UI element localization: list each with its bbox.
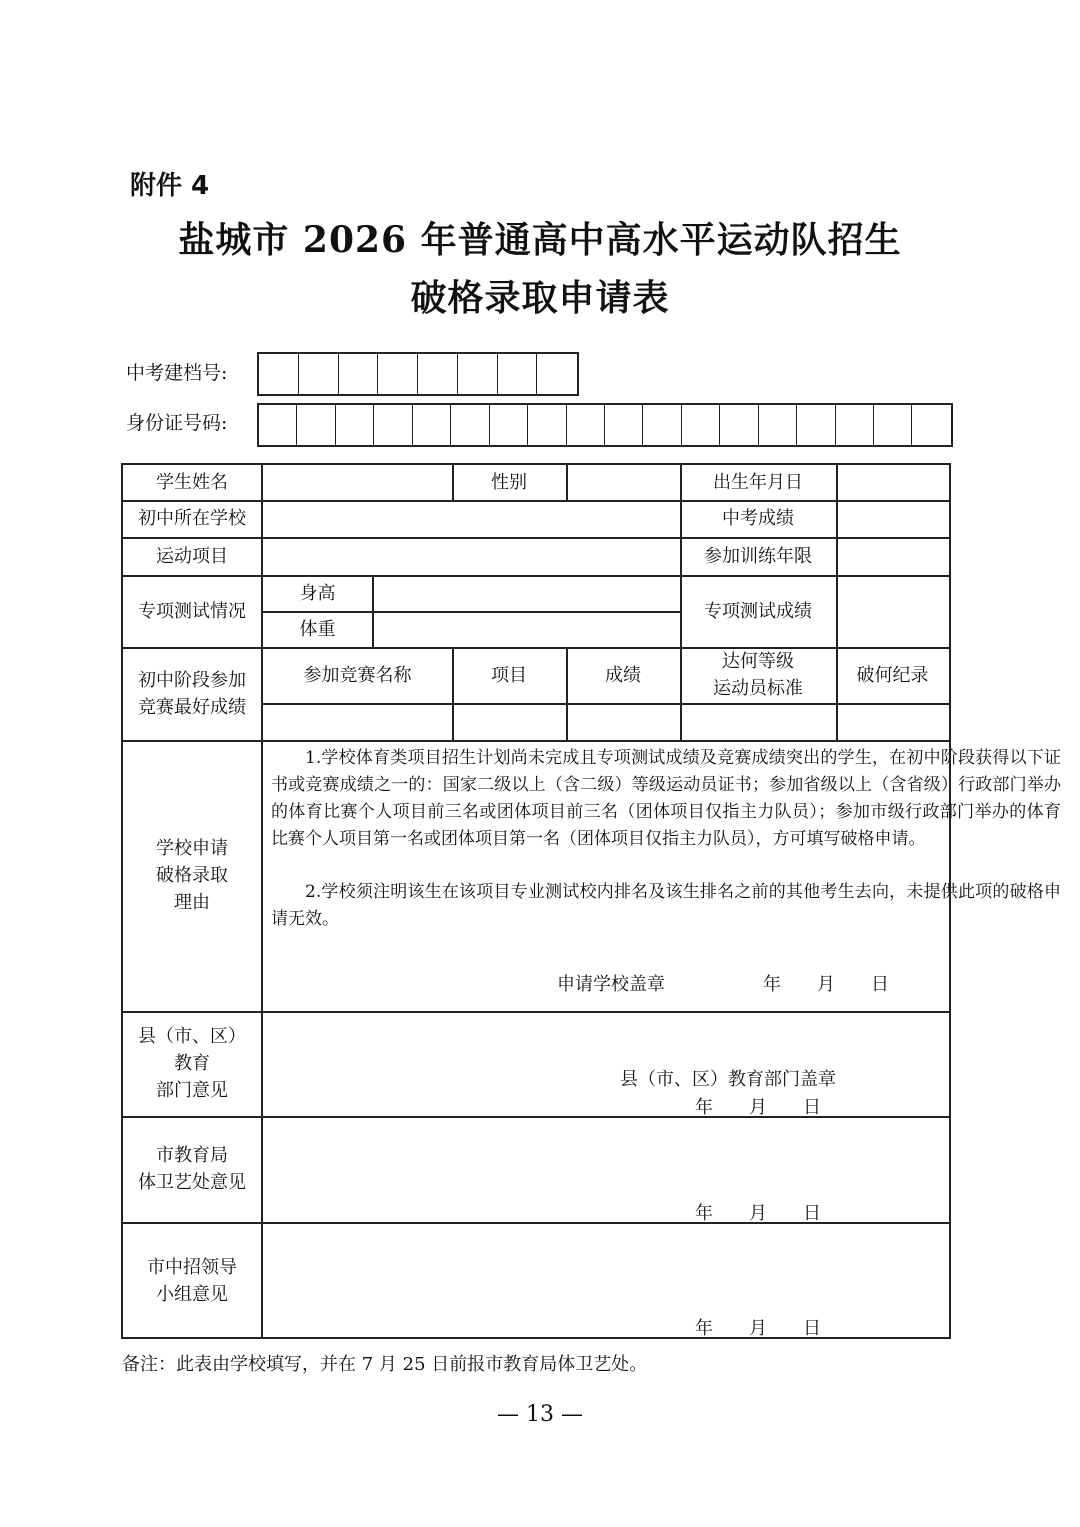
student-name-label: 学生姓名 (156, 472, 228, 493)
zhongkao-score-field[interactable] (838, 500, 949, 537)
filing-number-digit-box[interactable] (378, 354, 418, 394)
gender-label: 性别 (491, 472, 527, 493)
filing-number-digit-box[interactable] (299, 354, 339, 394)
filing-number-digit-box[interactable] (537, 354, 577, 394)
id-card-digit-box[interactable] (413, 405, 451, 445)
zhongkao-score-label: 中考成绩 (722, 508, 794, 529)
junior-school-label: 初中所在学校 (138, 508, 246, 529)
training-years-label: 参加训练年限 (704, 545, 812, 567)
id-card-digit-box[interactable] (374, 405, 412, 445)
id-card-digit-box[interactable] (605, 405, 643, 445)
school-date: 年 月 日 (763, 974, 889, 995)
weight-label: 体重 (299, 618, 336, 640)
birth-date-field[interactable] (838, 465, 949, 500)
gender-field[interactable] (568, 465, 680, 500)
page-number: — 13 — (497, 1402, 583, 1427)
county-seal-label: 县（市、区）教育部门盖章 (620, 1069, 836, 1090)
competition-name-header: 参加竞赛名称 (303, 664, 412, 686)
id-card-digit-box[interactable] (912, 405, 950, 445)
filing-number-digit-box[interactable] (259, 354, 299, 394)
height-label: 身高 (299, 582, 336, 604)
id-card-digit-box[interactable] (336, 405, 374, 445)
filing-number-digit-box[interactable] (339, 354, 379, 394)
id-card-digit-box[interactable] (297, 405, 335, 445)
id-card-digit-box[interactable] (759, 405, 797, 445)
junior-school-field[interactable] (263, 500, 680, 537)
id-card-digit-box[interactable] (490, 405, 528, 445)
best-results-entry-row[interactable] (263, 703, 949, 740)
special-test-score-field[interactable] (838, 575, 949, 647)
enrollment-group-opinion-field[interactable] (263, 1222, 949, 1339)
id-card-digit-box[interactable] (836, 405, 874, 445)
filing-number-input[interactable] (257, 352, 579, 396)
filing-number-digit-box[interactable] (418, 354, 458, 394)
reason-note-1: 1.学校体育类项目招生计划尚未完成且专项测试成绩及竞赛成绩突出的学生，在初中阶段获得以下证书或竞赛成绩之一的：国家二级以上（含二级）等级运动员证书；参加省级以上（含省级）行政部门举办的体育比赛个人项目前三名或团体项目前三名（团体项目仅指主力队员）；参加市级行政部门举办的体育比赛个人项目第一名或团体项目第一名（团体项目仅指主力队员），方可填写破格申请。 (271, 748, 1061, 849)
city-bureau-opinion-field[interactable] (263, 1116, 949, 1222)
county-date: 年 月 日 (695, 1097, 821, 1118)
sport-label: 运动项目 (156, 545, 228, 567)
id-card-digit-box[interactable] (567, 405, 605, 445)
id-card-digit-box[interactable] (720, 405, 758, 445)
id-card-label: 身份证号码: (126, 412, 228, 434)
id-card-input[interactable] (257, 403, 953, 447)
sport-field[interactable] (263, 537, 680, 575)
athlete-level-header: 达何等级 运动员标准 (713, 651, 803, 699)
filing-number-digit-box[interactable] (498, 354, 538, 394)
height-field[interactable] (374, 575, 680, 611)
county-opinion-label: 县（市、区） 教育 部门意见 (138, 1026, 246, 1101)
id-card-digit-box[interactable] (643, 405, 681, 445)
attachment-label: 附件 4 (130, 171, 210, 201)
application-form (121, 463, 1061, 1339)
id-card-digit-box[interactable] (451, 405, 489, 445)
student-name-field[interactable] (263, 465, 452, 500)
result-header: 成绩 (605, 664, 641, 686)
id-card-digit-box[interactable] (682, 405, 720, 445)
page-subtitle: 破格录取申请表 (410, 277, 670, 319)
county-opinion-field[interactable] (263, 1011, 949, 1116)
page-title: 盐城市 2026 年普通高中高水平运动队招生 (178, 219, 902, 261)
footer-remark: 备注：此表由学校填写，并在 7 月 25 日前报市教育局体卫艺处。 (122, 1354, 648, 1375)
enrollment-group-opinion-label: 市中招领导 小组意见 (147, 1256, 237, 1305)
weight-field[interactable] (374, 611, 680, 647)
city-bureau-date: 年 月 日 (695, 1203, 821, 1224)
special-test-score-label: 专项测试成绩 (704, 600, 812, 622)
id-card-digit-box[interactable] (797, 405, 835, 445)
reason-note-2: 2.学校须注明该生在该项目专业测试校内排名及该生排名之前的其他考生去向，未提供此项的破格申请无效。 (271, 882, 1061, 929)
filing-number-label: 中考建档号: (126, 362, 228, 384)
school-seal-label: 申请学校盖章 (557, 974, 665, 995)
birth-date-label: 出生年月日 (713, 472, 803, 493)
filing-number-digit-box[interactable] (458, 354, 498, 394)
id-card-digit-box[interactable] (874, 405, 912, 445)
best-results-label: 初中阶段参加 竞赛最好成绩 (138, 669, 246, 718)
school-reason-label: 学校申请 破格录取 理由 (156, 838, 228, 913)
record-broken-header: 破何纪录 (856, 664, 929, 686)
enrollment-group-date: 年 月 日 (695, 1318, 821, 1339)
training-years-field[interactable] (838, 537, 949, 575)
event-header: 项目 (491, 664, 527, 686)
id-card-digit-box[interactable] (259, 405, 297, 445)
city-bureau-opinion-label: 市教育局 体卫艺处意见 (138, 1145, 246, 1193)
id-card-digit-box[interactable] (528, 405, 566, 445)
special-test-label: 专项测试情况 (138, 600, 246, 622)
